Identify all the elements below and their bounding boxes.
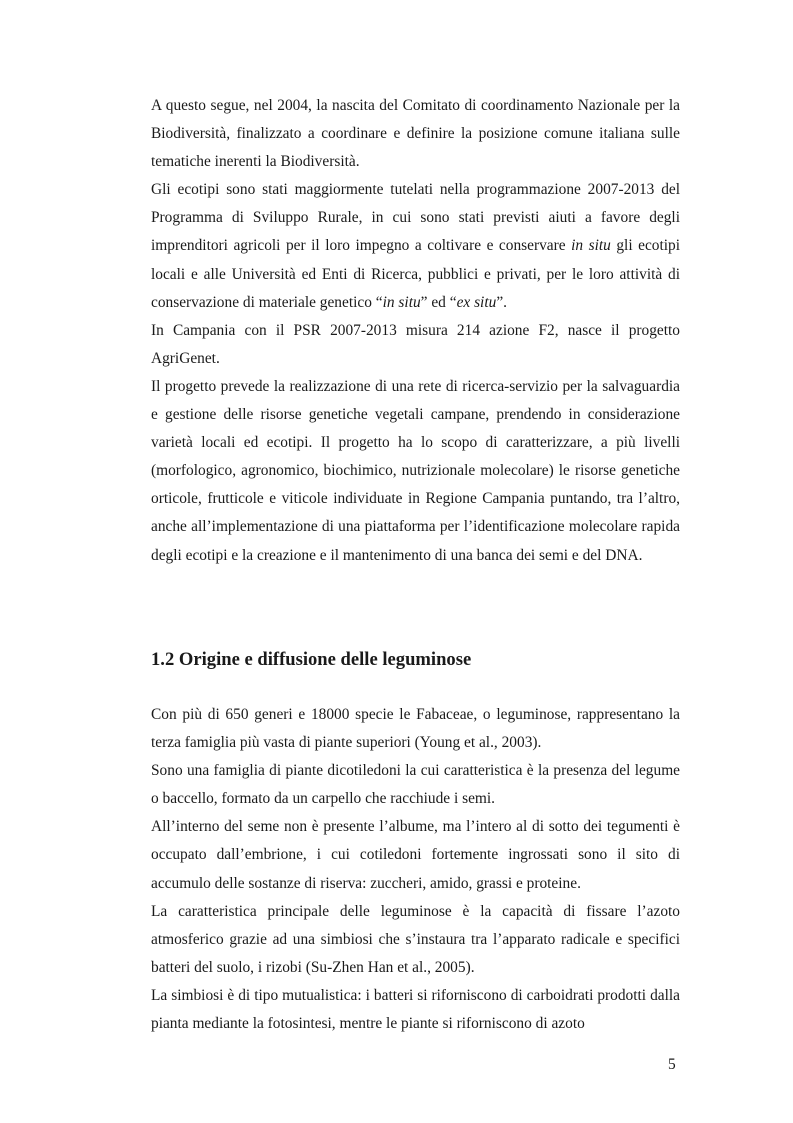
section-heading: 1.2 Origine e diffusione delle leguminose xyxy=(151,649,472,670)
section-2-body xyxy=(151,701,680,1038)
page-number: 5 xyxy=(668,1056,676,1073)
paragraph-campania: In Campania con il PSR 2007-2013 misura 214 azione F2, nasce il progetto AgriGenet. xyxy=(151,321,680,367)
paragraph-simbiosi: La simbiosi è di tipo mutualistica: i batteri si riforniscono di carboidrati prodotti dalla pianta mediante la fotosintesi, mentre le piante si riforniscono di azoto xyxy=(151,986,680,1033)
section-1-body xyxy=(151,92,680,570)
paragraph-seme: All’interno del seme non è presente l’albume, ma l’intero al di sotto dei tegumenti è occupato dall’embrione, i cui cotiledoni fortemente ingrossati sono il sito di accumulo delle sostanze di riserva: zuccheri, amido, grassi e proteine. xyxy=(151,818,680,892)
paragraph-ecotipi-part-d: ”. xyxy=(496,293,507,311)
paragraph-dicotiledoni: Sono una famiglia di piante dicotiledoni la cui caratteristica è la presenza del legume o baccello, formato da un carpello che racchiude i semi. xyxy=(151,762,680,808)
paragraph-ecotipi xyxy=(151,176,680,316)
paragraph-azoto: La caratteristica principale delle leguminose è la capacità di fissare l’azoto atmosferico grazie ad una simbiosi che s’instaura tra l’apparato radicale e specifici batteri del suolo, i rizobi (Su-Zhen Han et al., 2005). xyxy=(151,902,680,976)
paragraph-progetto: Il progetto prevede la realizzazione di una rete di ricerca-servizio per la salvaguardia e gestione delle risorse genetiche vegetali campane, prendendo in considerazione varietà locali ed ecotipi. Il progetto ha lo scopo di caratterizzare, a più livelli (morfologico, agronomico, biochimico, nutrizionale molecolare) le risorse genetiche orticole, frutticole e viticole individuate in Regione Campania puntando, tra l’altro, anche all’implementazione di una piattaforma per l’identificazione molecolare rapida degli ecotipi e la creazione e il mantenimento di una banca dei semi e del DNA. xyxy=(151,377,680,564)
paragraph-ecotipi-part-b: gli ecotipi locali e alle Università ed Enti di Ricerca, pubblici e privati, per le loro attività di conservazione di materiale genetico “ xyxy=(151,237,681,311)
italic-in-situ-1: in situ xyxy=(571,237,611,255)
paragraph-comitato: A questo segue, nel 2004, la nascita del Comitato di coordinamento Nazionale per la Biodiversità, finalizzato a coordinare e definire la posizione comune italiana sulle tematiche inerenti la Biodiversità. xyxy=(151,97,680,171)
italic-in-situ-2: in situ xyxy=(382,293,421,311)
paragraph-ecotipi-part-c: ” ed “ xyxy=(420,293,457,311)
paragraph-fabaceae: Con più di 650 generi e 18000 specie le Fabaceae, o leguminose, rappresentano la terza famiglia più vasta di piante superiori (Young et al., 2003). xyxy=(151,706,680,752)
italic-ex-situ: ex situ xyxy=(456,293,497,311)
paragraph-ecotipi-part-a: Gli ecotipi sono stati maggiormente tutelati nella programmazione 2007-2013 del Programma di Sviluppo Rurale, in cui sono stati previsti aiuti a favore degli imprenditori agricoli per il loro impegno a coltivare e conservare xyxy=(151,181,680,255)
